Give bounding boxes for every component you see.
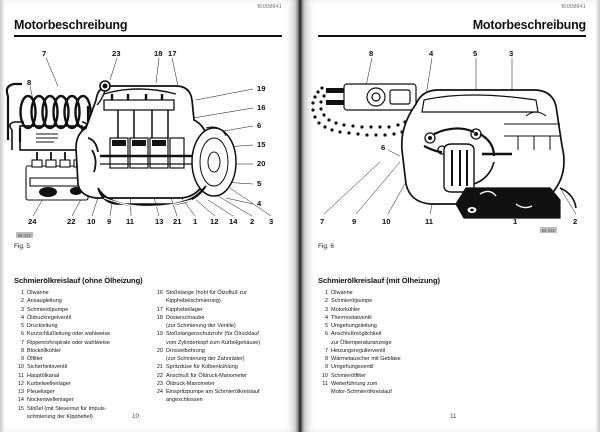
callout-11: 11 <box>425 217 434 226</box>
item-text: Stößel (mit Steuernut für Impuls- <box>27 405 107 412</box>
callout-10: 10 <box>382 217 391 226</box>
item-number: 17 <box>156 306 163 313</box>
list-item-continuation: schmierung der Kipphebel) <box>27 413 93 420</box>
item-number: 1 <box>324 290 328 296</box>
callout-6: 6 <box>381 143 386 152</box>
item-number: 23 <box>156 380 163 387</box>
engine-cutaway-svg <box>0 38 296 243</box>
callout-2: 2 <box>250 217 255 226</box>
list-item <box>153 330 284 338</box>
list-item <box>14 388 145 396</box>
list-item <box>318 363 449 371</box>
list-item <box>14 314 145 322</box>
item-text: Ölfilter <box>27 356 43 362</box>
list-item <box>14 330 145 338</box>
left-page <box>0 0 296 432</box>
item-number: 1 <box>20 290 24 296</box>
item-number: 22 <box>156 372 163 379</box>
callout-7: 7 <box>320 217 325 226</box>
callout-9: 9 <box>352 217 357 226</box>
right-page-number: 11 <box>450 413 457 420</box>
item-number: 6 <box>324 331 328 338</box>
item-text: Schmierölfilter <box>331 372 366 379</box>
item-text: Anschluß für Öldruck-Manometer <box>166 372 247 379</box>
item-text: Umgehungsventil <box>331 364 374 371</box>
list-item <box>153 289 284 297</box>
list-item <box>14 339 145 347</box>
item-number: 15 <box>17 405 24 412</box>
list-item <box>318 347 449 355</box>
item-subtext: vom Zylinderkopf zum Kurbelgehäuse) <box>166 339 261 346</box>
item-number: 10 <box>17 364 24 371</box>
book-gutter <box>296 0 304 432</box>
list-item <box>153 363 284 371</box>
list-item <box>318 355 449 363</box>
item-text: Öldruckregelventil <box>27 314 72 321</box>
callout-11: 11 <box>126 217 135 226</box>
item-text: Weiterführung zum <box>331 380 378 387</box>
item-number: 2 <box>20 298 24 305</box>
right-list-title: Schmierölkreislauf (mit Ölheizung) <box>318 276 440 285</box>
item-number: 13 <box>17 389 24 395</box>
callout-18: 18 <box>154 49 163 58</box>
list-item <box>318 306 449 314</box>
item-number: 14 <box>17 397 24 404</box>
item-text: Druckleitung <box>27 323 58 329</box>
callout-5: 5 <box>473 49 478 58</box>
item-number: 4 <box>324 314 328 321</box>
callout-5: 5 <box>257 179 262 188</box>
item-text: Anschlußmöglichkeit <box>331 331 382 338</box>
item-text: Öldruck-Manometer <box>166 380 215 387</box>
list-item <box>318 330 449 338</box>
left-page-header <box>14 18 282 37</box>
item-text: Wärmetauscher mit Gebläse <box>331 356 401 362</box>
item-text: Kipphebellager <box>166 306 203 313</box>
item-text: Rippenrohrspirale oder wahlweise <box>27 339 110 346</box>
item-text: Pleuellager <box>27 389 55 395</box>
right-list-column-2 <box>457 289 588 396</box>
list-item <box>14 396 145 404</box>
callout-12: 12 <box>210 217 219 226</box>
list-item <box>153 314 284 322</box>
callout-8: 8 <box>369 49 374 58</box>
callout-1: 1 <box>513 217 518 226</box>
document-code: BI008841 <box>257 4 282 10</box>
item-number: 10 <box>321 372 328 379</box>
callout-24: 24 <box>28 217 37 226</box>
item-subtext: Motor-Schmierölkreislauf <box>331 389 392 395</box>
item-text: Schmierölpumpe <box>27 306 69 313</box>
item-number: 16 <box>156 290 163 296</box>
list-item <box>14 372 145 380</box>
callout-19: 19 <box>257 84 266 93</box>
figure-5-chip: BI-5/2 <box>18 232 31 238</box>
item-text: Thermostatventil <box>331 314 372 321</box>
item-number: 5 <box>20 323 24 329</box>
list-item <box>318 380 449 388</box>
list-item <box>14 347 145 355</box>
item-subtext: angeschlossen <box>166 397 203 404</box>
left-parts-list <box>14 276 284 421</box>
callout-22: 22 <box>67 217 76 226</box>
item-text: Stoßstange (hohl für Ölzufluß zur <box>166 290 248 296</box>
callout-1: 1 <box>193 217 198 226</box>
callout-3: 3 <box>269 217 274 226</box>
item-text: Ölwanne <box>27 290 49 296</box>
item-number: 19 <box>156 331 163 338</box>
item-text: Kurbelwellenlager <box>27 380 71 387</box>
list-item <box>14 380 145 388</box>
item-number: 6 <box>20 331 24 338</box>
callout-16: 16 <box>257 103 266 112</box>
callout-23: 23 <box>112 49 121 58</box>
callout-6: 6 <box>257 121 262 130</box>
callout-10: 10 <box>87 217 96 226</box>
item-number: 3 <box>324 306 328 313</box>
list-item <box>153 380 284 388</box>
left-list-column-2 <box>153 289 284 421</box>
callout-21: 21 <box>173 217 182 226</box>
item-text: Drosselbohrung <box>166 347 205 354</box>
list-item <box>14 306 145 314</box>
callout-17: 17 <box>168 49 177 58</box>
list-item <box>318 289 449 297</box>
item-text: Ölwanne <box>331 290 353 296</box>
header-rule <box>14 35 282 37</box>
item-text: Sicherheitsventil <box>27 364 68 371</box>
item-number: 21 <box>156 364 163 371</box>
item-subtext: (zur Schmierung der Ventile) <box>166 323 236 329</box>
item-number: 20 <box>156 347 163 354</box>
item-number: 2 <box>324 298 328 305</box>
item-number: 8 <box>324 356 328 362</box>
right-page-header <box>318 18 586 37</box>
item-number: 8 <box>20 347 24 354</box>
document-code: BI008841 <box>561 4 586 10</box>
item-number: 7 <box>20 339 24 346</box>
callout-4: 4 <box>257 199 262 208</box>
item-text: Schmierölpumpe <box>331 298 373 305</box>
item-number: 9 <box>324 364 328 371</box>
list-item <box>14 405 145 413</box>
item-text: Kurzschlußleitung oder wahlweise <box>27 331 111 338</box>
right-page <box>304 0 600 432</box>
item-number: 24 <box>156 389 163 395</box>
page-title: Motorbeschreibung <box>14 18 128 32</box>
left-list-column-1 <box>14 289 145 421</box>
figure-6-diagram <box>304 38 600 243</box>
item-subtext: zur Öltemperaturanzeige <box>331 339 392 346</box>
item-text: Ansaugleitung <box>27 298 62 305</box>
left-list-title: Schmierölkreislauf (ohne Ölheizung) <box>14 276 143 285</box>
callout-8: 8 <box>27 78 32 87</box>
callout-2: 2 <box>573 217 578 226</box>
list-item <box>14 297 145 305</box>
figure-5-label: Fig. 5 <box>14 243 30 250</box>
item-text: Umgehungsleitung <box>331 323 377 329</box>
list-item <box>153 372 284 380</box>
item-text: Hauptölkanal <box>27 372 60 379</box>
callout-9: 9 <box>107 217 112 226</box>
item-number: 18 <box>156 314 163 321</box>
callout-4: 4 <box>429 49 434 58</box>
figure-5-diagram <box>0 38 296 243</box>
figure-6-chip: BI-6/2 <box>542 227 555 233</box>
item-number: 12 <box>17 380 24 387</box>
item-number: 3 <box>20 306 24 313</box>
item-text: Heizungsregulierventil <box>331 347 386 354</box>
list-item <box>14 355 145 363</box>
header-rule <box>318 35 586 37</box>
list-item <box>14 289 145 297</box>
right-list-column-1 <box>318 289 449 396</box>
item-number: 9 <box>20 356 24 362</box>
oil-heating-circuit-svg <box>304 38 600 243</box>
callout-20: 20 <box>257 159 266 168</box>
item-number: 11 <box>322 380 328 387</box>
item-subtext: (zur Schmierung der Zahnräder) <box>166 356 245 362</box>
item-text: Dosierschraube <box>166 314 205 321</box>
right-parts-list <box>318 276 588 396</box>
item-subtext: Kipphebelschmierung) <box>166 298 221 305</box>
list-item <box>318 372 449 380</box>
item-number: 4 <box>20 314 24 321</box>
item-text: Einspritzpumpe am Schmierölkreislauf <box>166 389 260 395</box>
list-item <box>153 306 284 314</box>
item-text: Blocköllkühler <box>27 347 61 354</box>
left-page-number: 10 <box>132 413 139 420</box>
item-text: Stoßstangenschutzrohr (für Ölrücklauf <box>166 331 259 338</box>
callout-14: 14 <box>229 217 238 226</box>
callout-13: 13 <box>155 217 164 226</box>
list-item <box>318 314 449 322</box>
list-item <box>153 347 284 355</box>
item-text: Motorkühler <box>331 306 361 313</box>
list-item <box>14 322 145 330</box>
callout-3: 3 <box>509 49 514 58</box>
list-item <box>14 363 145 371</box>
figure-6-label: Fig. 6 <box>318 243 334 250</box>
item-number: 5 <box>324 323 328 329</box>
callout-15: 15 <box>257 140 266 149</box>
item-number: 11 <box>18 372 24 379</box>
page-title: Motorbeschreibung <box>472 18 586 32</box>
item-text: Nockenwellenlager <box>27 397 74 404</box>
item-number: 7 <box>324 347 328 354</box>
list-item <box>318 322 449 330</box>
callout-7: 7 <box>42 49 47 58</box>
list-item <box>318 297 449 305</box>
list-item <box>153 388 284 396</box>
item-text: Spritzdüse für Kolbenkühlung <box>166 364 238 371</box>
